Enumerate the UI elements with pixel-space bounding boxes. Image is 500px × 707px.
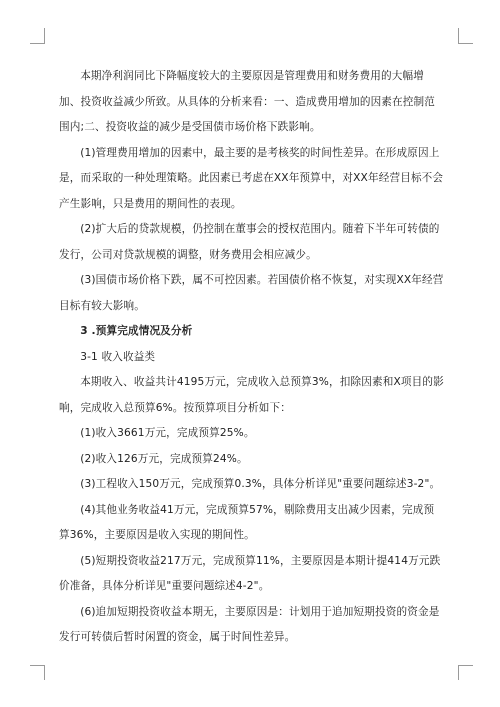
crop-mark-top-left-horizontal bbox=[30, 43, 45, 44]
crop-mark-bottom-right-vertical bbox=[458, 665, 459, 680]
list-item-other-business: (4)其他业务收益41万元，完成预算57%，剔除费用支出减少因素，完成预算36%，主要原因是收入实现的期间性。 bbox=[59, 503, 435, 541]
list-item-short-term-investment: (5)短期投资收益217万元，完成预算11%，主要原因是本期计提414万元跌价准备，具体分析详见"重要问题综述4-2"。 bbox=[59, 554, 441, 592]
paragraph-admin-expense: (1)管理费用增加的因素中，最主要的是考核奖的时间性差异。在形成原因上是，而采取的一种处理策略。此因素已考虑在XX年预算中，对XX年经营目标不会产生影响，只是费用的期间性的表现。 bbox=[59, 146, 444, 210]
paragraph-bond-price: (3)国债市场价格下跌，属不可控因素。若国债价格不恢复，对实现XX年经营目标有较大影响。 bbox=[59, 274, 444, 312]
paragraph-loan-scale: (2)扩大后的贷款规模，仍控制在董事会的授权范围内。随着下半年可转债的发行，公司对贷款规模的调整，财务费用会相应减少。 bbox=[59, 223, 440, 261]
crop-mark-bottom-left-horizontal bbox=[30, 665, 45, 666]
crop-mark-bottom-left-vertical bbox=[44, 665, 45, 680]
paragraph-income-total: 本期收入、收益共计4195万元，完成收入总预算3%，扣除因素和X项目的影响，完成收入总预算6%。按预算项目分析如下： bbox=[59, 376, 444, 414]
crop-mark-top-right-vertical bbox=[458, 28, 459, 43]
list-item-income-1: (1)收入3661万元，完成预算25%。 bbox=[80, 427, 255, 439]
list-item-engineering-income: (3)工程收入150万元，完成预算0.3%，具体分析详见"重要问题综述3-2"。 bbox=[80, 478, 441, 490]
list-item-income-2: (2)收入126万元，完成预算24%。 bbox=[80, 452, 248, 465]
crop-mark-top-left-vertical bbox=[44, 28, 45, 43]
crop-mark-top-right-horizontal bbox=[458, 43, 473, 44]
crop-mark-bottom-right-horizontal bbox=[458, 665, 473, 666]
list-item-additional-investment: (6)追加短期投资收益本期无，主要原因是：计划用于追加短期投资的资金是发行可转债后暂时闲置的资金，属于时间性差异。 bbox=[59, 605, 440, 643]
section-heading-budget: 3 .预算完成情况及分析 bbox=[80, 325, 193, 337]
subsection-heading-income: 3-1 收入收益类 bbox=[80, 350, 156, 363]
document-body bbox=[59, 64, 444, 651]
paragraph-profit-decline: 本期净利润同比下降幅度较大的主要原因是管理费用和财务费用的大幅增加、投资收益减少所致。从具体的分析来看：一、造成费用增加的因素在控制范围内;二、投资收益的减少是受国债市场价格下跌影响。 bbox=[59, 70, 436, 133]
